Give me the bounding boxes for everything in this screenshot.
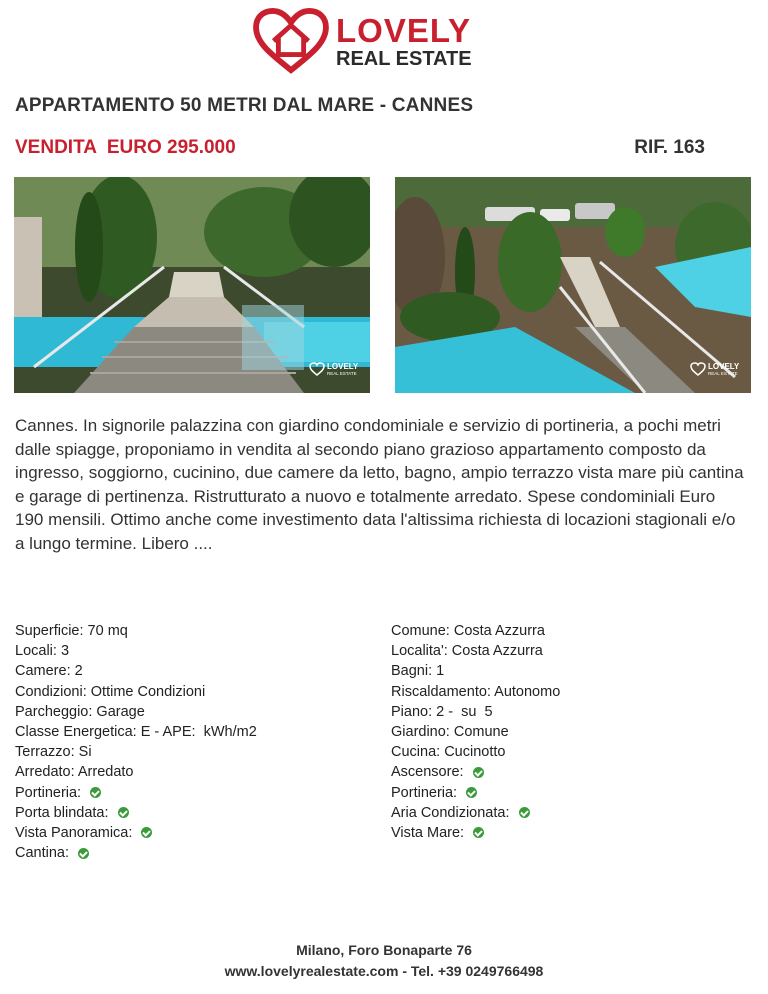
spec-text: Superficie: 70 mq xyxy=(15,623,128,639)
spec-text: Terrazzo: Si xyxy=(15,744,92,761)
spec-text: Porta blindata: xyxy=(15,804,109,821)
brand-subtitle: REAL ESTATE xyxy=(336,47,472,70)
brand-name: LOVELY xyxy=(336,11,471,49)
photo-watermark: LOVELY xyxy=(327,362,359,371)
spec-row xyxy=(15,762,257,782)
photo-watermark: LOVELY xyxy=(708,362,740,371)
spec-text: Bagni: 1 xyxy=(391,663,445,680)
spec-row xyxy=(15,682,257,702)
spec-text: Vista Mare: xyxy=(391,824,465,841)
photo-watermark-sub: REAL ESTATE xyxy=(327,371,357,376)
property-photo-garden[interactable] xyxy=(395,177,751,393)
specs-left-column xyxy=(15,621,257,863)
spec-text: Cucina: Cucinotto xyxy=(391,744,506,761)
spec-row xyxy=(391,762,560,782)
spec-row xyxy=(15,783,257,803)
specs-right-column xyxy=(391,621,560,843)
spec-text: Arredato: Arredato xyxy=(15,764,134,781)
spec-text: Localita': Costa Azzurra xyxy=(391,643,543,660)
spec-text: Comune: Costa Azzurra xyxy=(391,623,545,639)
check-icon xyxy=(118,807,129,818)
spec-row xyxy=(391,641,560,661)
footer-contact: www.lovelyrealestate.com - Tel. +39 0249766498 xyxy=(224,963,544,979)
spec-text: Aria Condizionata: xyxy=(391,804,510,821)
footer-address: Milano, Foro Bonaparte 76 xyxy=(296,942,472,958)
spec-text: Ascensore: xyxy=(391,764,464,781)
spec-row xyxy=(15,621,257,641)
spec-text: Parcheggio: Garage xyxy=(15,703,145,720)
check-icon xyxy=(466,787,477,798)
spec-row xyxy=(15,641,257,661)
spec-row xyxy=(15,722,257,742)
check-icon xyxy=(90,787,101,798)
spec-row xyxy=(391,621,560,641)
spec-row xyxy=(15,661,257,681)
spec-text: Piano: 2 - su 5 xyxy=(391,703,493,720)
spec-text: Cantina: xyxy=(15,845,70,862)
spec-text: Riscaldamento: Autonomo xyxy=(391,683,561,700)
spec-row xyxy=(15,823,257,843)
spec-text: Portineria: xyxy=(391,784,458,801)
spec-row xyxy=(391,682,560,702)
check-icon xyxy=(78,848,89,859)
spec-row xyxy=(15,742,257,762)
spec-row xyxy=(15,702,257,722)
spec-row xyxy=(391,742,560,762)
listing-title: APPARTAMENTO 50 METRI DAL MARE - CANNES xyxy=(15,95,474,116)
spec-row xyxy=(15,803,257,823)
check-icon xyxy=(519,807,530,818)
spec-text: Condizioni: Ottime Condizioni xyxy=(15,683,206,700)
spec-text: Locali: 3 xyxy=(15,643,70,660)
listing-description: Cannes. In signorile palazzina con giardino condominiale e servizio di portineria, a pochi metri dalle spiagge, proponiamo in vendita al secondo piano grazioso appartamento composto da ingresso, soggiorno, cucinino, due camere da letto, bagno, ampio terrazzo vista mare più cantina e garage di pertinenza. Ristrutturato a nuovo e totalmente arredato. Spese condominiali Euro 190 mensili. Ottimo anche come investimento data l'altissima richiesta di locazioni stagionali e/o a lungo termine. Libero .... xyxy=(15,416,744,553)
spec-text: Portineria: xyxy=(15,784,82,801)
photo-watermark-sub: REAL ESTATE xyxy=(708,371,738,376)
listing-price: VENDITA EURO 295.000 xyxy=(15,137,236,158)
spec-row xyxy=(391,702,560,722)
brand-logo xyxy=(252,8,482,74)
spec-text: Vista Panoramica: xyxy=(15,824,133,841)
heart-house-icon xyxy=(252,8,330,74)
spec-text: Camere: 2 xyxy=(15,663,83,680)
property-photo-stairs[interactable] xyxy=(14,177,370,393)
listing-reference: RIF. 163 xyxy=(634,137,705,158)
check-icon xyxy=(141,827,152,838)
spec-row xyxy=(391,803,560,823)
spec-row xyxy=(391,661,560,681)
spec-row xyxy=(391,722,560,742)
spec-text: Classe Energetica: E - APE: kWh/m2 xyxy=(15,723,257,740)
footer xyxy=(0,940,768,982)
spec-row xyxy=(391,783,560,803)
check-icon xyxy=(473,827,484,838)
spec-row xyxy=(391,823,560,843)
check-icon xyxy=(473,767,484,778)
spec-text: Giardino: Comune xyxy=(391,723,509,740)
spec-row xyxy=(15,843,257,863)
